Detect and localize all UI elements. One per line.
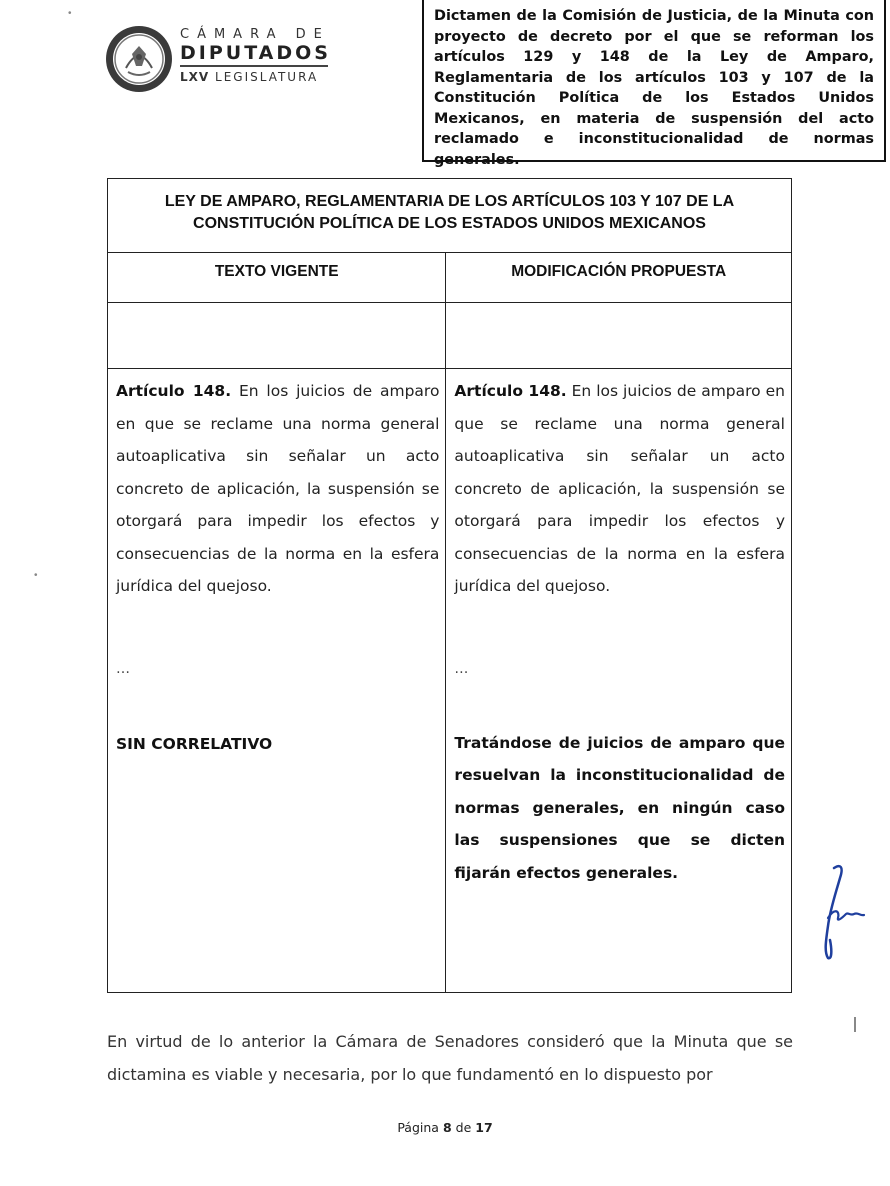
modificacion-propuesta-cell — [446, 369, 792, 993]
dictamen-title: Dictamen de la Comisión de Justicia, de la Minuta con proyecto de decreto por el que se reforman los artículos 129 y 148 de la Ley de Amparo, Reglamentaria de los artículos 103 y 107 de la Constitución Política de los Estados Unidos Mexicanos, en materia de suspensión del acto reclamado e inconstitucionalidad de normas generales. — [434, 8, 874, 168]
article-text: En los juicios de amparo en que se reclame una norma general autoaplicativa sin señalar un acto concreto de aplicación, la suspensión se otorgará para impedir los efectos y consecuencias de la norma en la esfera jurídica del quejoso. — [116, 382, 440, 595]
article-148-proposed — [454, 375, 785, 603]
dictamen-header-box — [422, 0, 886, 168]
texto-vigente-cell — [108, 369, 446, 993]
article-text: En los juicios de amparo en que se reclame una norma general autoaplicativa sin señalar un acto concreto de aplicación, la suspensión se otorgará para impedir los efectos y consecuencias de la norma en la esfera jurídica del quejoso. — [454, 382, 785, 595]
empty-cell-right — [446, 303, 792, 369]
proposed-new-paragraph: Tratándose de juicios de amparo que resuelvan la inconstitucionalidad de normas generales, en ningún caso las suspensiones que se dicten fijarán efectos generales. — [454, 733, 785, 882]
scan-speck: • — [68, 8, 72, 19]
omission-ellipsis: … — [454, 660, 469, 677]
article-148-current — [116, 375, 439, 603]
article-label: Artículo 148. — [116, 382, 232, 400]
legislatura-word: LEGISLATURA — [215, 70, 319, 84]
current-page-number: 8 — [442, 1120, 452, 1135]
comparison-table — [107, 178, 792, 993]
omission-ellipsis: … — [116, 660, 130, 677]
empty-cell-left — [108, 303, 446, 369]
scan-speck: • — [34, 570, 38, 581]
page-footer — [0, 1120, 890, 1135]
column-header-texto-vigente: TEXTO VIGENTE — [108, 253, 446, 303]
body-paragraph: En virtud de lo anterior la Cámara de Senadores consideró que la Minuta que se dictamina es viable y necesaria, por lo que fundamentó en lo dispuesto por — [107, 1032, 793, 1084]
logo-text — [180, 28, 336, 85]
logo-divider — [180, 65, 328, 67]
footer-prefix: Página — [397, 1120, 439, 1135]
national-seal-icon — [104, 24, 174, 94]
logo-legislatura — [180, 69, 336, 85]
column-header-modificacion-propuesta: MODIFICACIÓN PROPUESTA — [446, 253, 792, 303]
total-pages: 17 — [475, 1120, 493, 1135]
camara-diputados-logo — [104, 24, 336, 94]
logo-diputados: DIPUTADOS — [180, 42, 331, 64]
table-title: LEY DE AMPARO, REGLAMENTARIA DE LOS ARTÍCULOS 103 Y 107 DE LA CONSTITUCIÓN POLÍTICA DE LOS ESTADOS UNIDOS MEXICANOS — [108, 179, 792, 253]
sin-correlativo: SIN CORRELATIVO — [116, 734, 273, 753]
scan-mark — [852, 1016, 858, 1034]
logo-camara-de: CÁMARA DE — [180, 27, 330, 42]
footer-of: de — [455, 1120, 472, 1135]
article-label: Artículo 148. — [454, 382, 567, 400]
handwritten-signature-icon — [818, 860, 868, 970]
legislatura-number: LXV — [180, 70, 210, 84]
